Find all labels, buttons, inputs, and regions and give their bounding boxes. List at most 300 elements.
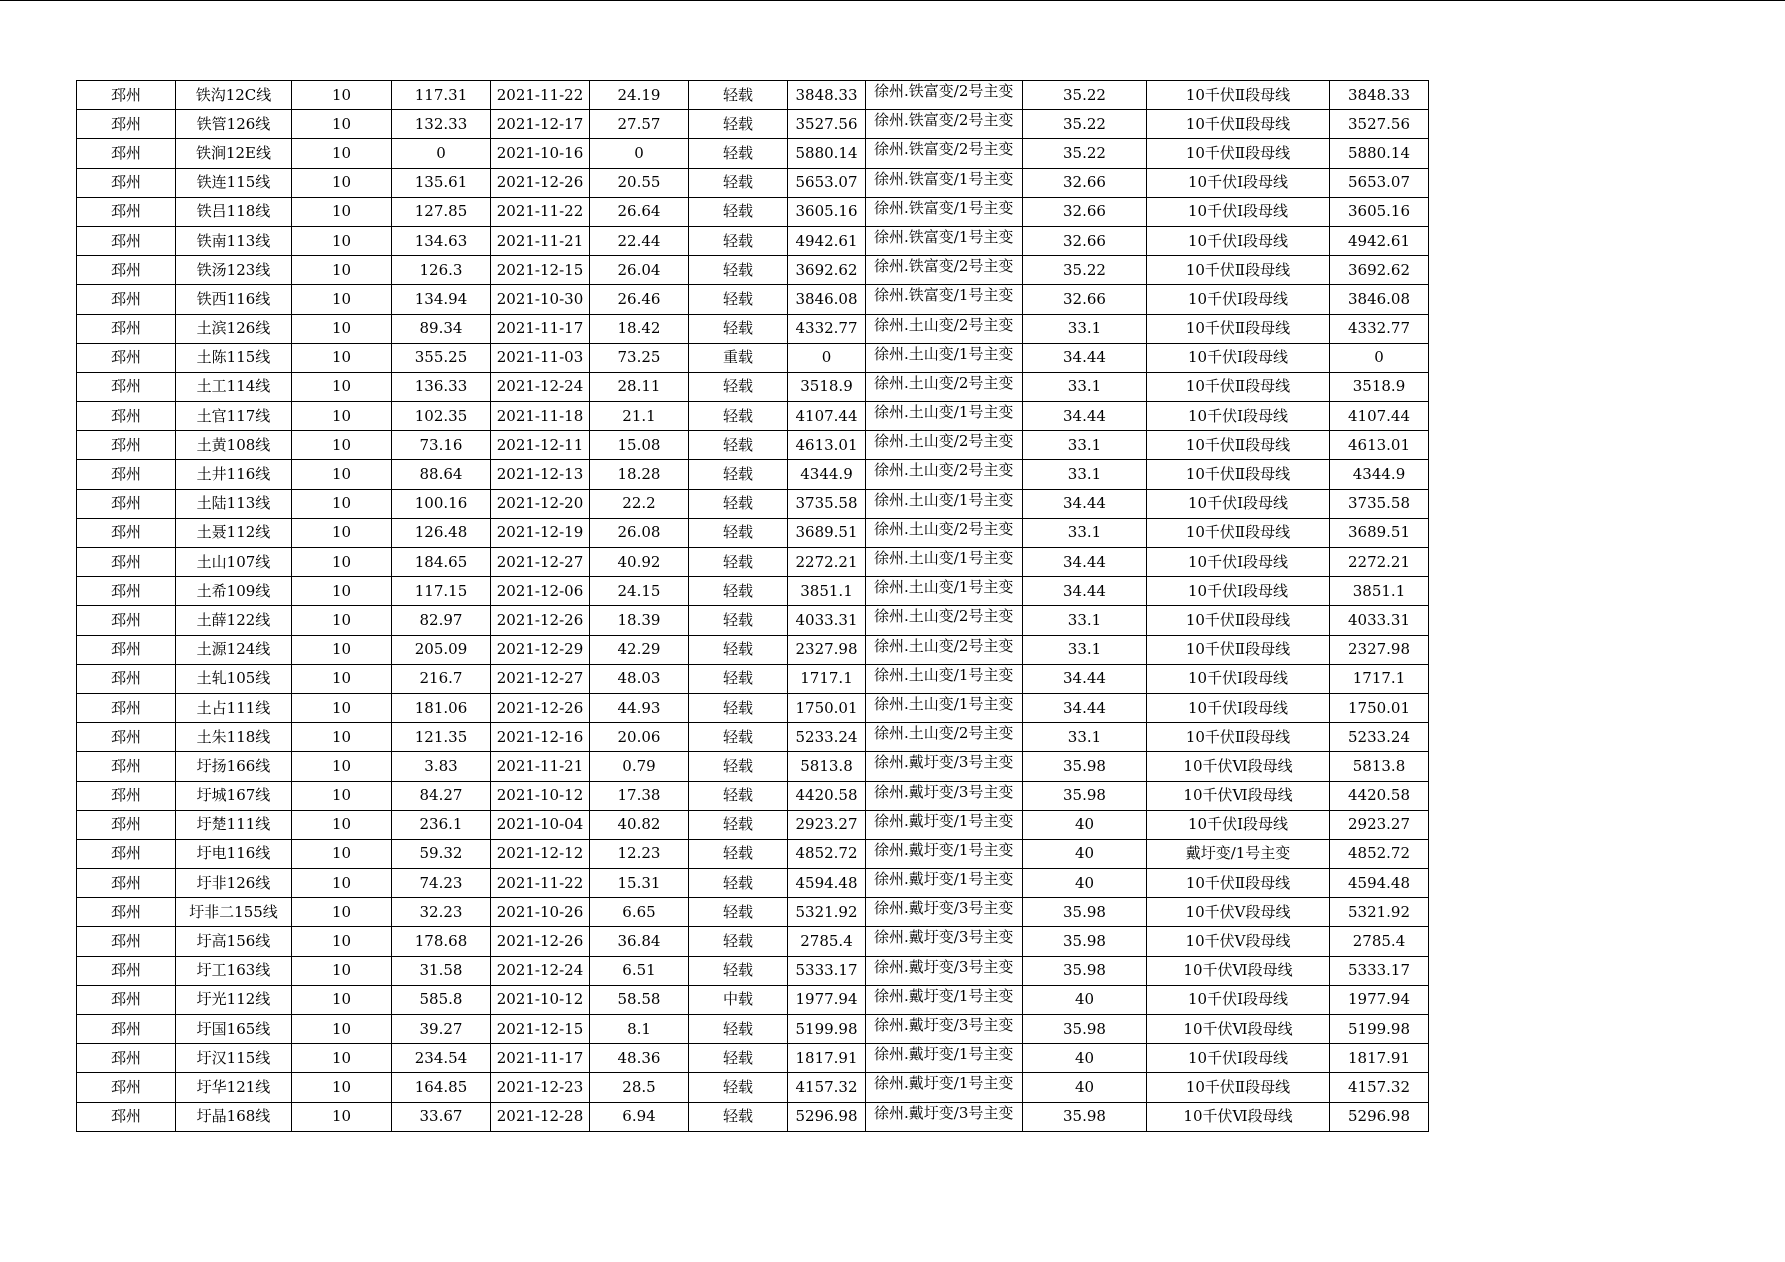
transformer-load-rate-cell: 34.44 — [1023, 693, 1147, 722]
region-cell: 邳州 — [77, 635, 176, 664]
substation-transformer-text: 徐州.铁富变/2号主变 — [874, 140, 1014, 159]
substation-transformer-text: 徐州.土山变/1号主变 — [874, 403, 1014, 422]
transformer-load-rate-cell: 35.98 — [1023, 781, 1147, 810]
table-row — [77, 577, 1429, 606]
date-cell: 2021-12-15 — [491, 1015, 590, 1044]
remaining-capacity-cell: 4107.44 — [1330, 402, 1429, 431]
current-cell: 89.34 — [392, 314, 491, 343]
table-row — [77, 956, 1429, 985]
date-cell: 2021-12-29 — [491, 635, 590, 664]
line-name-cell: 土源124线 — [176, 635, 292, 664]
available-load-cell: 4033.31 — [788, 606, 866, 635]
busbar-cell: 10千伏Ⅵ段母线 — [1147, 752, 1330, 781]
load-rate-cell: 15.08 — [590, 431, 689, 460]
line-name-cell: 圩汉115线 — [176, 1044, 292, 1073]
remaining-capacity-cell: 5333.17 — [1330, 956, 1429, 985]
line-name-cell: 圩高156线 — [176, 927, 292, 956]
transformer-load-rate-cell: 35.98 — [1023, 927, 1147, 956]
table-row — [77, 402, 1429, 431]
load-rate-cell: 27.57 — [590, 110, 689, 139]
date-cell: 2021-12-23 — [491, 1073, 590, 1102]
substation-transformer-text: 徐州.土山变/2号主变 — [874, 432, 1014, 451]
substation-transformer-text: 徐州.铁富变/1号主变 — [874, 198, 1014, 217]
load-rate-cell: 21.1 — [590, 402, 689, 431]
voltage-cell: 10 — [292, 314, 392, 343]
region-cell: 邳州 — [77, 693, 176, 722]
substation-transformer-cell — [866, 81, 1023, 110]
busbar-cell: 10千伏Ⅱ段母线 — [1147, 431, 1330, 460]
busbar-cell: 10千伏Ⅰ段母线 — [1147, 402, 1330, 431]
region-cell: 邳州 — [77, 723, 176, 752]
voltage-cell: 10 — [292, 489, 392, 518]
load-rate-cell: 15.31 — [590, 869, 689, 898]
substation-transformer-cell — [866, 1044, 1023, 1073]
remaining-capacity-cell: 3848.33 — [1330, 81, 1429, 110]
substation-transformer-text: 徐州.土山变/2号主变 — [874, 636, 1014, 655]
voltage-cell: 10 — [292, 372, 392, 401]
load-status-cell: 轻载 — [689, 1015, 788, 1044]
region-cell: 邳州 — [77, 431, 176, 460]
substation-transformer-cell — [866, 343, 1023, 372]
date-cell: 2021-12-28 — [491, 1102, 590, 1131]
region-cell: 邳州 — [77, 898, 176, 927]
transformer-load-rate-cell: 40 — [1023, 1073, 1147, 1102]
line-name-cell: 圩光112线 — [176, 985, 292, 1014]
busbar-cell: 10千伏Ⅱ段母线 — [1147, 372, 1330, 401]
current-cell: 100.16 — [392, 489, 491, 518]
substation-transformer-text: 徐州.土山变/2号主变 — [874, 461, 1014, 480]
remaining-capacity-cell: 0 — [1330, 343, 1429, 372]
current-cell: 178.68 — [392, 927, 491, 956]
voltage-cell: 10 — [292, 956, 392, 985]
load-rate-cell: 0.79 — [590, 752, 689, 781]
busbar-cell: 10千伏Ⅵ段母线 — [1147, 781, 1330, 810]
substation-transformer-cell — [866, 285, 1023, 314]
available-load-cell: 4942.61 — [788, 226, 866, 255]
current-cell: 3.83 — [392, 752, 491, 781]
transformer-load-rate-cell: 35.22 — [1023, 256, 1147, 285]
table-row — [77, 197, 1429, 226]
load-rate-cell: 73.25 — [590, 343, 689, 372]
line-name-cell: 土井116线 — [176, 460, 292, 489]
date-cell: 2021-12-11 — [491, 431, 590, 460]
line-name-cell: 圩非126线 — [176, 869, 292, 898]
voltage-cell: 10 — [292, 343, 392, 372]
substation-transformer-cell — [866, 314, 1023, 343]
substation-transformer-text: 徐州.戴圩变/3号主变 — [874, 899, 1014, 918]
voltage-cell: 10 — [292, 1015, 392, 1044]
load-status-cell: 轻载 — [689, 372, 788, 401]
available-load-cell: 4344.9 — [788, 460, 866, 489]
load-rate-cell: 18.39 — [590, 606, 689, 635]
load-rate-cell: 48.36 — [590, 1044, 689, 1073]
substation-transformer-text: 徐州.铁富变/2号主变 — [874, 111, 1014, 130]
current-cell: 164.85 — [392, 1073, 491, 1102]
substation-transformer-text: 徐州.土山变/2号主变 — [874, 315, 1014, 334]
region-cell: 邳州 — [77, 256, 176, 285]
available-load-cell: 5880.14 — [788, 139, 866, 168]
current-cell: 234.54 — [392, 1044, 491, 1073]
remaining-capacity-cell: 1977.94 — [1330, 985, 1429, 1014]
load-rate-cell: 26.64 — [590, 197, 689, 226]
load-status-cell: 轻载 — [689, 139, 788, 168]
current-cell: 121.35 — [392, 723, 491, 752]
busbar-cell: 10千伏Ⅱ段母线 — [1147, 110, 1330, 139]
transformer-load-rate-cell: 34.44 — [1023, 577, 1147, 606]
load-rate-cell: 6.94 — [590, 1102, 689, 1131]
remaining-capacity-cell: 4157.32 — [1330, 1073, 1429, 1102]
substation-transformer-cell — [866, 781, 1023, 810]
substation-transformer-text: 徐州.土山变/1号主变 — [874, 344, 1014, 363]
load-status-cell: 轻载 — [689, 110, 788, 139]
voltage-cell: 10 — [292, 168, 392, 197]
remaining-capacity-cell: 5321.92 — [1330, 898, 1429, 927]
line-name-cell: 土陈115线 — [176, 343, 292, 372]
busbar-cell: 10千伏Ⅱ段母线 — [1147, 635, 1330, 664]
available-load-cell: 3851.1 — [788, 577, 866, 606]
remaining-capacity-cell: 4852.72 — [1330, 839, 1429, 868]
busbar-cell: 10千伏Ⅰ段母线 — [1147, 664, 1330, 693]
transformer-load-rate-cell: 35.98 — [1023, 1102, 1147, 1131]
transformer-load-rate-cell: 35.98 — [1023, 752, 1147, 781]
line-name-cell: 土官117线 — [176, 402, 292, 431]
current-cell: 181.06 — [392, 693, 491, 722]
substation-transformer-text: 徐州.土山变/1号主变 — [874, 578, 1014, 597]
current-cell: 585.8 — [392, 985, 491, 1014]
table-row — [77, 343, 1429, 372]
table-row — [77, 81, 1429, 110]
transformer-load-rate-cell: 34.44 — [1023, 489, 1147, 518]
substation-transformer-cell — [866, 110, 1023, 139]
busbar-cell: 10千伏Ⅰ段母线 — [1147, 810, 1330, 839]
voltage-cell: 10 — [292, 898, 392, 927]
line-name-cell: 土薛122线 — [176, 606, 292, 635]
substation-transformer-cell — [866, 402, 1023, 431]
available-load-cell: 2785.4 — [788, 927, 866, 956]
available-load-cell: 2272.21 — [788, 548, 866, 577]
available-load-cell: 2923.27 — [788, 810, 866, 839]
load-rate-cell: 18.28 — [590, 460, 689, 489]
voltage-cell: 10 — [292, 606, 392, 635]
line-name-cell: 土聂112线 — [176, 518, 292, 547]
voltage-cell: 10 — [292, 664, 392, 693]
load-rate-cell: 26.46 — [590, 285, 689, 314]
voltage-cell: 10 — [292, 139, 392, 168]
transformer-load-rate-cell: 35.98 — [1023, 898, 1147, 927]
busbar-cell: 10千伏Ⅰ段母线 — [1147, 577, 1330, 606]
current-cell: 135.61 — [392, 168, 491, 197]
available-load-cell: 3527.56 — [788, 110, 866, 139]
available-load-cell: 4420.58 — [788, 781, 866, 810]
load-status-cell: 轻载 — [689, 839, 788, 868]
date-cell: 2021-12-24 — [491, 372, 590, 401]
substation-transformer-cell — [866, 839, 1023, 868]
load-status-cell: 轻载 — [689, 1073, 788, 1102]
current-cell: 0 — [392, 139, 491, 168]
current-cell: 127.85 — [392, 197, 491, 226]
transformer-load-rate-cell: 34.44 — [1023, 402, 1147, 431]
region-cell: 邳州 — [77, 781, 176, 810]
table-row — [77, 810, 1429, 839]
transformer-load-rate-cell: 32.66 — [1023, 226, 1147, 255]
voltage-cell: 10 — [292, 985, 392, 1014]
date-cell: 2021-12-13 — [491, 460, 590, 489]
busbar-cell: 10千伏Ⅴ段母线 — [1147, 898, 1330, 927]
load-rate-cell: 26.08 — [590, 518, 689, 547]
load-rate-cell: 6.51 — [590, 956, 689, 985]
substation-transformer-text: 徐州.铁富变/2号主变 — [874, 82, 1014, 100]
available-load-cell: 4852.72 — [788, 839, 866, 868]
voltage-cell: 10 — [292, 548, 392, 577]
substation-transformer-cell — [866, 548, 1023, 577]
transformer-load-rate-cell: 33.1 — [1023, 723, 1147, 752]
load-rate-cell: 17.38 — [590, 781, 689, 810]
region-cell: 邳州 — [77, 839, 176, 868]
current-cell: 117.31 — [392, 81, 491, 110]
load-rate-cell: 26.04 — [590, 256, 689, 285]
substation-transformer-cell — [866, 372, 1023, 401]
load-rate-cell: 40.92 — [590, 548, 689, 577]
date-cell: 2021-11-17 — [491, 1044, 590, 1073]
current-cell: 205.09 — [392, 635, 491, 664]
busbar-cell: 10千伏Ⅴ段母线 — [1147, 927, 1330, 956]
busbar-cell: 10千伏Ⅱ段母线 — [1147, 606, 1330, 635]
voltage-cell: 10 — [292, 110, 392, 139]
transformer-load-rate-cell: 32.66 — [1023, 168, 1147, 197]
current-cell: 355.25 — [392, 343, 491, 372]
load-status-cell: 轻载 — [689, 869, 788, 898]
substation-transformer-text: 徐州.戴圩变/3号主变 — [874, 928, 1014, 947]
substation-transformer-cell — [866, 518, 1023, 547]
transformer-load-rate-cell: 33.1 — [1023, 635, 1147, 664]
voltage-cell: 10 — [292, 1102, 392, 1131]
busbar-cell: 10千伏Ⅵ段母线 — [1147, 956, 1330, 985]
region-cell: 邳州 — [77, 927, 176, 956]
substation-transformer-cell — [866, 577, 1023, 606]
load-status-cell: 轻载 — [689, 518, 788, 547]
available-load-cell: 5813.8 — [788, 752, 866, 781]
line-name-cell: 土希109线 — [176, 577, 292, 606]
load-status-cell: 轻载 — [689, 168, 788, 197]
table-row — [77, 1044, 1429, 1073]
substation-transformer-text: 徐州.戴圩变/1号主变 — [874, 811, 1014, 830]
page-top-rule — [0, 0, 1785, 1]
region-cell: 邳州 — [77, 285, 176, 314]
line-name-cell: 铁沟12C线 — [176, 81, 292, 110]
region-cell: 邳州 — [77, 489, 176, 518]
substation-transformer-text: 徐州.戴圩变/3号主变 — [874, 782, 1014, 801]
load-status-cell: 轻载 — [689, 489, 788, 518]
available-load-cell: 4594.48 — [788, 869, 866, 898]
substation-transformer-cell — [866, 956, 1023, 985]
table-row — [77, 985, 1429, 1014]
available-load-cell: 3605.16 — [788, 197, 866, 226]
remaining-capacity-cell: 2785.4 — [1330, 927, 1429, 956]
region-cell: 邳州 — [77, 81, 176, 110]
load-status-cell: 轻载 — [689, 402, 788, 431]
load-status-cell: 轻载 — [689, 460, 788, 489]
line-name-cell: 土山107线 — [176, 548, 292, 577]
substation-transformer-cell — [866, 139, 1023, 168]
table-row — [77, 869, 1429, 898]
current-cell: 126.3 — [392, 256, 491, 285]
current-cell: 136.33 — [392, 372, 491, 401]
substation-transformer-text: 徐州.戴圩变/1号主变 — [874, 986, 1014, 1005]
substation-transformer-cell — [866, 869, 1023, 898]
busbar-cell: 10千伏Ⅱ段母线 — [1147, 869, 1330, 898]
line-name-cell: 圩城167线 — [176, 781, 292, 810]
available-load-cell: 1717.1 — [788, 664, 866, 693]
table-row — [77, 110, 1429, 139]
date-cell: 2021-10-30 — [491, 285, 590, 314]
voltage-cell: 10 — [292, 431, 392, 460]
line-name-cell: 土黄108线 — [176, 431, 292, 460]
transformer-load-rate-cell: 32.66 — [1023, 285, 1147, 314]
date-cell: 2021-10-26 — [491, 898, 590, 927]
region-cell: 邳州 — [77, 197, 176, 226]
available-load-cell: 4613.01 — [788, 431, 866, 460]
voltage-cell: 10 — [292, 1073, 392, 1102]
table-row — [77, 372, 1429, 401]
table-row — [77, 226, 1429, 255]
substation-transformer-text: 徐州.土山变/1号主变 — [874, 549, 1014, 567]
table-row — [77, 548, 1429, 577]
region-cell: 邳州 — [77, 548, 176, 577]
transformer-load-rate-cell: 33.1 — [1023, 518, 1147, 547]
voltage-cell: 10 — [292, 839, 392, 868]
table-row — [77, 518, 1429, 547]
substation-transformer-cell — [866, 1073, 1023, 1102]
date-cell: 2021-11-17 — [491, 314, 590, 343]
busbar-cell: 10千伏Ⅰ段母线 — [1147, 343, 1330, 372]
line-name-cell: 圩工163线 — [176, 956, 292, 985]
substation-transformer-text: 徐州.土山变/2号主变 — [874, 724, 1014, 743]
voltage-cell: 10 — [292, 781, 392, 810]
substation-transformer-cell — [866, 752, 1023, 781]
current-cell: 32.23 — [392, 898, 491, 927]
current-cell: 216.7 — [392, 664, 491, 693]
current-cell: 126.48 — [392, 518, 491, 547]
available-load-cell: 5653.07 — [788, 168, 866, 197]
substation-transformer-text: 徐州.土山变/2号主变 — [874, 519, 1014, 538]
region-cell: 邳州 — [77, 577, 176, 606]
available-load-cell: 3846.08 — [788, 285, 866, 314]
line-name-cell: 铁管126线 — [176, 110, 292, 139]
busbar-cell: 10千伏Ⅱ段母线 — [1147, 460, 1330, 489]
available-load-cell: 5199.98 — [788, 1015, 866, 1044]
busbar-cell: 10千伏Ⅰ段母线 — [1147, 1044, 1330, 1073]
table-row — [77, 139, 1429, 168]
line-name-cell: 土陆113线 — [176, 489, 292, 518]
load-rate-cell: 6.65 — [590, 898, 689, 927]
available-load-cell: 0 — [788, 343, 866, 372]
substation-transformer-text: 徐州.铁富变/1号主变 — [874, 286, 1014, 305]
date-cell: 2021-11-22 — [491, 81, 590, 110]
substation-transformer-cell — [866, 985, 1023, 1014]
line-name-cell: 土朱118线 — [176, 723, 292, 752]
table-row — [77, 1073, 1429, 1102]
voltage-cell: 10 — [292, 693, 392, 722]
busbar-cell: 10千伏Ⅱ段母线 — [1147, 139, 1330, 168]
remaining-capacity-cell: 1717.1 — [1330, 664, 1429, 693]
region-cell: 邳州 — [77, 518, 176, 547]
region-cell: 邳州 — [77, 956, 176, 985]
region-cell: 邳州 — [77, 985, 176, 1014]
current-cell: 88.64 — [392, 460, 491, 489]
busbar-cell: 10千伏Ⅰ段母线 — [1147, 489, 1330, 518]
available-load-cell: 3735.58 — [788, 489, 866, 518]
remaining-capacity-cell: 4332.77 — [1330, 314, 1429, 343]
voltage-cell: 10 — [292, 869, 392, 898]
load-status-cell: 轻载 — [689, 693, 788, 722]
remaining-capacity-cell: 4942.61 — [1330, 226, 1429, 255]
table-row — [77, 168, 1429, 197]
voltage-cell: 10 — [292, 460, 392, 489]
load-status-cell: 轻载 — [689, 1044, 788, 1073]
busbar-cell: 10千伏Ⅱ段母线 — [1147, 314, 1330, 343]
available-load-cell: 4157.32 — [788, 1073, 866, 1102]
substation-transformer-cell — [866, 810, 1023, 839]
remaining-capacity-cell: 5813.8 — [1330, 752, 1429, 781]
busbar-cell: 10千伏Ⅱ段母线 — [1147, 723, 1330, 752]
transformer-load-rate-cell: 40 — [1023, 839, 1147, 868]
substation-transformer-cell — [866, 489, 1023, 518]
available-load-cell: 5321.92 — [788, 898, 866, 927]
current-cell: 236.1 — [392, 810, 491, 839]
table-row — [77, 898, 1429, 927]
date-cell: 2021-10-12 — [491, 781, 590, 810]
load-rate-cell: 58.58 — [590, 985, 689, 1014]
line-name-cell: 土轧105线 — [176, 664, 292, 693]
region-cell: 邳州 — [77, 168, 176, 197]
table-row — [77, 314, 1429, 343]
remaining-capacity-cell: 2327.98 — [1330, 635, 1429, 664]
region-cell: 邳州 — [77, 1044, 176, 1073]
busbar-cell: 10千伏Ⅵ段母线 — [1147, 1015, 1330, 1044]
current-cell: 117.15 — [392, 577, 491, 606]
available-load-cell: 3689.51 — [788, 518, 866, 547]
current-cell: 31.58 — [392, 956, 491, 985]
line-name-cell: 圩电116线 — [176, 839, 292, 868]
load-rate-cell: 22.44 — [590, 226, 689, 255]
transformer-load-rate-cell: 40 — [1023, 985, 1147, 1014]
transformer-load-rate-cell: 34.44 — [1023, 548, 1147, 577]
line-name-cell: 圩扬166线 — [176, 752, 292, 781]
substation-transformer-text: 徐州.铁富变/2号主变 — [874, 257, 1014, 276]
region-cell: 邳州 — [77, 810, 176, 839]
transformer-load-rate-cell: 33.1 — [1023, 431, 1147, 460]
line-name-cell: 铁吕118线 — [176, 197, 292, 226]
current-cell: 184.65 — [392, 548, 491, 577]
line-name-cell: 圩华121线 — [176, 1073, 292, 1102]
substation-transformer-text: 徐州.戴圩变/1号主变 — [874, 1045, 1014, 1064]
transformer-load-rate-cell: 32.66 — [1023, 197, 1147, 226]
busbar-cell: 10千伏Ⅱ段母线 — [1147, 518, 1330, 547]
substation-transformer-cell — [866, 1102, 1023, 1131]
table-row — [77, 693, 1429, 722]
load-status-cell: 轻载 — [689, 285, 788, 314]
region-cell: 邳州 — [77, 314, 176, 343]
available-load-cell: 1817.91 — [788, 1044, 866, 1073]
table-row — [77, 664, 1429, 693]
load-rate-cell: 40.82 — [590, 810, 689, 839]
substation-transformer-text: 徐州.土山变/2号主变 — [874, 373, 1014, 392]
available-load-cell: 5296.98 — [788, 1102, 866, 1131]
line-name-cell: 铁西116线 — [176, 285, 292, 314]
transformer-load-rate-cell: 40 — [1023, 869, 1147, 898]
table-row — [77, 285, 1429, 314]
available-load-cell: 3848.33 — [788, 81, 866, 110]
